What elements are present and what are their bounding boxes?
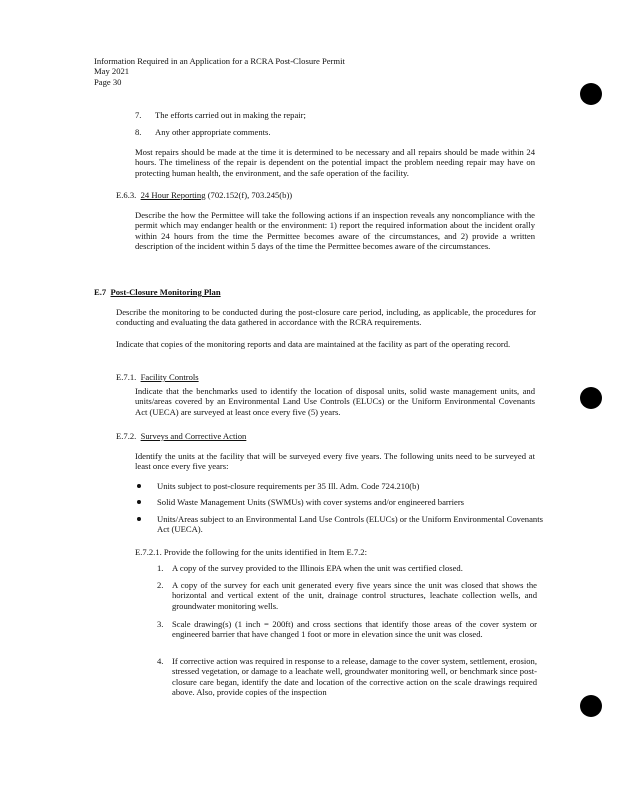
header-page-number: Page 30 <box>94 76 122 87</box>
section-number: E.7.1. <box>116 372 137 382</box>
numbered-item-text: A copy of the survey for each unit generated every five years since the unit was closed that shows the horizontal and vertical extent of the unit, drainage control structures, leachate collection wells, and groundwater monitoring wells. <box>172 580 537 611</box>
list-item-number: 7. <box>135 110 142 120</box>
bullet-icon <box>137 500 141 504</box>
section-title: Facility Controls <box>140 372 199 382</box>
section-heading-e663 <box>116 190 292 200</box>
header-date: May 2021 <box>94 66 130 77</box>
section-paragraph: Describe the monitoring to be conducted during the post-closure care period, including, as applicable, the procedures for conducting and evaluating the data gathered in accordance with the RCRA requirements. <box>116 307 536 328</box>
numbered-item-number: 1. <box>157 563 164 573</box>
section-heading-e71 <box>116 372 199 382</box>
bullet-text: Units subject to post-closure requirements per 35 Ill. Adm. Code 724.210(b) <box>157 481 420 491</box>
punch-hole-top <box>580 83 602 105</box>
list-item-text: The efforts carried out in making the repair; <box>155 110 306 120</box>
section-number: E.7.2. <box>116 431 137 441</box>
page-header <box>94 56 414 87</box>
section-body-e71: Indicate that the benchmarks used to identify the location of disposal units, solid waste management units, and units/areas covered by an Environmental Land Use Controls (ELUCs) or the Uniform Environmental Covenants Act (UECA) are surveyed at least once every five (5) years. <box>135 386 535 417</box>
numbered-item-text: A copy of the survey provided to the Illinois EPA when the unit was certified closed. <box>172 563 463 573</box>
section-paragraph: Indicate that copies of the monitoring reports and data are maintained at the facility as part of the operating record. <box>116 339 511 349</box>
punch-hole-middle <box>580 387 602 409</box>
list-item-text: Any other appropriate comments. <box>155 127 271 137</box>
bullet-icon <box>137 484 141 488</box>
section-number: E.7 <box>94 287 107 297</box>
section-heading-e7 <box>94 287 221 297</box>
numbered-item-number: 2. <box>157 580 164 590</box>
repair-paragraph: Most repairs should be made at the time it is determined to be necessary and all repairs should be made within 24 hours. The timeliness of the repair is dependent on the potential impact the problem needing repair may have on protecting human health, the environment, and the safe operation of the facility. <box>135 147 535 178</box>
bullet-icon <box>137 517 141 521</box>
list-item-number: 8. <box>135 127 142 137</box>
section-body-e72: Identify the units at the facility that will be surveyed every five years. The following units need to be surveyed at least once every five years: <box>135 451 535 472</box>
section-title: 24 Hour Reporting <box>140 190 206 200</box>
section-body-e663: Describe the how the Permittee will take the following actions if an inspection reveals any noncompliance with the permit which may endanger health or the environment: 1) report the required information about the incident orally within 24 hours from the time the Permittee becomes aware of the circumstances, and 2) provide a written description of the incident within 5 days of the time the Permittee becomes aware of the circumstances. <box>135 210 535 252</box>
numbered-item-text: Scale drawing(s) (1 inch = 200ft) and cross sections that identify those areas of the cover system or engineered barrier that have changed 1 foot or more in elevation since the unit was closed. <box>172 619 537 640</box>
numbered-item-number: 3. <box>157 619 164 629</box>
punch-hole-bottom <box>580 695 602 717</box>
bullet-text: Units/Areas subject to an Environmental Land Use Controls (ELUCs) or the Uniform Environmental Covenants Act (UECA). <box>157 514 543 535</box>
section-title: Post-Closure Monitoring Plan <box>110 287 221 297</box>
bullet-text: Solid Waste Management Units (SWMUs) with cover systems and/or engineered barriers <box>157 497 465 507</box>
section-title: Surveys and Corrective Action <box>140 431 247 441</box>
section-heading-e72 <box>116 431 246 441</box>
section-number: E.6.3. <box>116 190 137 200</box>
subsection-lead-e721: E.7.2.1. Provide the following for the units identified in Item E.7.2: <box>135 547 367 557</box>
header-title: Information Required in an Application for a RCRA Post-Closure Permit <box>94 56 345 66</box>
section-citation: (702.152(f), 703.245(b)) <box>207 190 293 200</box>
numbered-item-number: 4. <box>157 656 164 666</box>
numbered-item-text: If corrective action was required in response to a release, damage to the cover system, settlement, erosion, stressed vegetation, or damage to a leachate well, groundwater monitoring well, or benchmark since post-closure care began, identify the date and location of the corrective action on the scale drawings required above. Also, provide copies of the inspection <box>172 656 537 698</box>
